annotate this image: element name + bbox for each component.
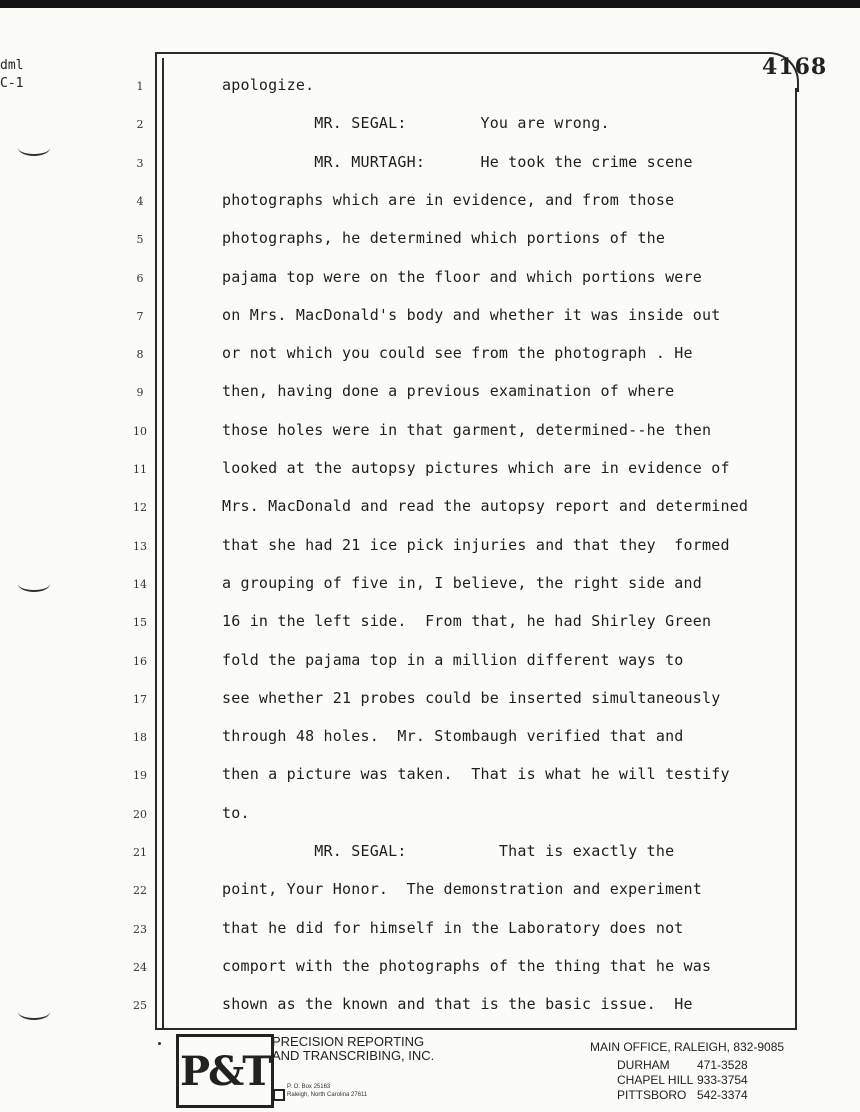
line-number: 19 <box>133 769 147 782</box>
logo-square-mark <box>273 1089 285 1101</box>
company-name-line1: PRECISION REPORTING <box>272 1034 425 1049</box>
line-number: 10 <box>133 425 147 438</box>
transcript-line: looked at the autopsy pictures which are in evidence of <box>222 459 730 477</box>
transcript-line: that he did for himself in the Laboratory does not <box>222 919 684 937</box>
margin-arc-mark <box>18 576 50 592</box>
transcript-line: apologize. <box>222 76 315 94</box>
office-city-pittsboro: PITTSBORO <box>617 1088 687 1102</box>
transcript-line: that she had 21 ice pick injuries and that they formed <box>222 536 730 554</box>
top-edge-bar <box>0 0 860 8</box>
page-frame-right <box>795 88 797 1030</box>
page-frame-inner-rule <box>162 58 164 1030</box>
office-phone-pittsboro: 542-3374 <box>697 1088 748 1102</box>
line-number: 5 <box>136 233 144 246</box>
transcript-line: MR. SEGAL: You are wrong. <box>222 114 610 132</box>
transcript-line: point, Your Honor. The demonstration and experiment <box>222 880 702 898</box>
margin-note-code: C-1 <box>0 76 24 91</box>
transcript-line: on Mrs. MacDonald's body and whether it was inside out <box>222 306 721 324</box>
transcript-line: then, having done a previous examination of where <box>222 382 675 400</box>
line-number: 4 <box>136 195 144 208</box>
line-number: 1 <box>136 80 144 93</box>
office-city-durham: DURHAM <box>617 1058 670 1072</box>
margin-arc-mark <box>18 140 50 156</box>
line-number: 24 <box>133 961 147 974</box>
company-address-line1: P. O. Box 25163 <box>287 1084 331 1090</box>
office-city-chapel-hill: CHAPEL HILL <box>617 1073 694 1087</box>
footer-dot <box>158 1042 161 1045</box>
transcript-line: photographs, he determined which portions of the <box>222 229 666 247</box>
line-number: 23 <box>133 923 147 936</box>
transcript-line: pajama top were on the floor and which portions were <box>222 268 702 286</box>
office-phone-chapel-hill: 933-3754 <box>697 1073 748 1087</box>
transcript-line: Mrs. MacDonald and read the autopsy report and determined <box>222 497 749 515</box>
line-number: 12 <box>133 501 147 514</box>
transcript-line: comport with the photographs of the thing that he was <box>222 957 712 975</box>
line-number: 22 <box>133 884 147 897</box>
line-number: 9 <box>136 386 144 399</box>
main-office-line: MAIN OFFICE, RALEIGH, 832-9085 <box>590 1040 785 1054</box>
line-number: 3 <box>136 157 144 170</box>
transcript-line: fold the pajama top in a million different ways to <box>222 651 684 669</box>
line-number: 20 <box>133 808 147 821</box>
line-number: 25 <box>133 999 147 1012</box>
line-number: 7 <box>136 310 144 323</box>
line-number: 11 <box>133 463 147 476</box>
page-frame-bottom <box>155 1028 797 1030</box>
line-number: 17 <box>133 693 147 706</box>
margin-arc-mark <box>18 1004 50 1020</box>
transcript-line: those holes were in that garment, determined--he then <box>222 421 712 439</box>
company-address-line2: Raleigh, North Carolina 27611 <box>287 1092 368 1098</box>
logo-text: P&T <box>180 1047 270 1095</box>
transcript-line: 16 in the left side. From that, he had Shirley Green <box>222 612 712 630</box>
line-number: 2 <box>136 118 144 131</box>
line-number: 16 <box>133 655 147 668</box>
line-number: 6 <box>136 272 144 285</box>
transcript-line: shown as the known and that is the basic issue. He <box>222 995 693 1013</box>
line-number: 21 <box>133 846 147 859</box>
line-number: 8 <box>136 348 144 361</box>
page-number: 4168 <box>762 54 828 80</box>
line-number: 15 <box>133 616 147 629</box>
margin-note-initials: dml <box>0 58 24 73</box>
office-phone-durham: 471-3528 <box>697 1058 748 1072</box>
transcript-line: MR. MURTAGH: He took the crime scene <box>222 153 693 171</box>
line-number: 13 <box>133 540 147 553</box>
company-logo <box>176 1034 274 1108</box>
line-number: 18 <box>133 731 147 744</box>
transcript-line: see whether 21 probes could be inserted simultaneously <box>222 689 721 707</box>
transcript-line: or not which you could see from the photograph . He <box>222 344 693 362</box>
line-number: 14 <box>133 578 147 591</box>
transcript-line: then a picture was taken. That is what he will testify <box>222 765 730 783</box>
transcript-line: to. <box>222 804 250 822</box>
transcript-line: a grouping of five in, I believe, the right side and <box>222 574 702 592</box>
transcript-line: photographs which are in evidence, and from those <box>222 191 675 209</box>
company-name-line2: AND TRANSCRIBING, INC. <box>272 1048 435 1063</box>
page-frame-top <box>155 52 760 54</box>
transcript-line: MR. SEGAL: That is exactly the <box>222 842 675 860</box>
transcript-line: through 48 holes. Mr. Stombaugh verified that and <box>222 727 684 745</box>
